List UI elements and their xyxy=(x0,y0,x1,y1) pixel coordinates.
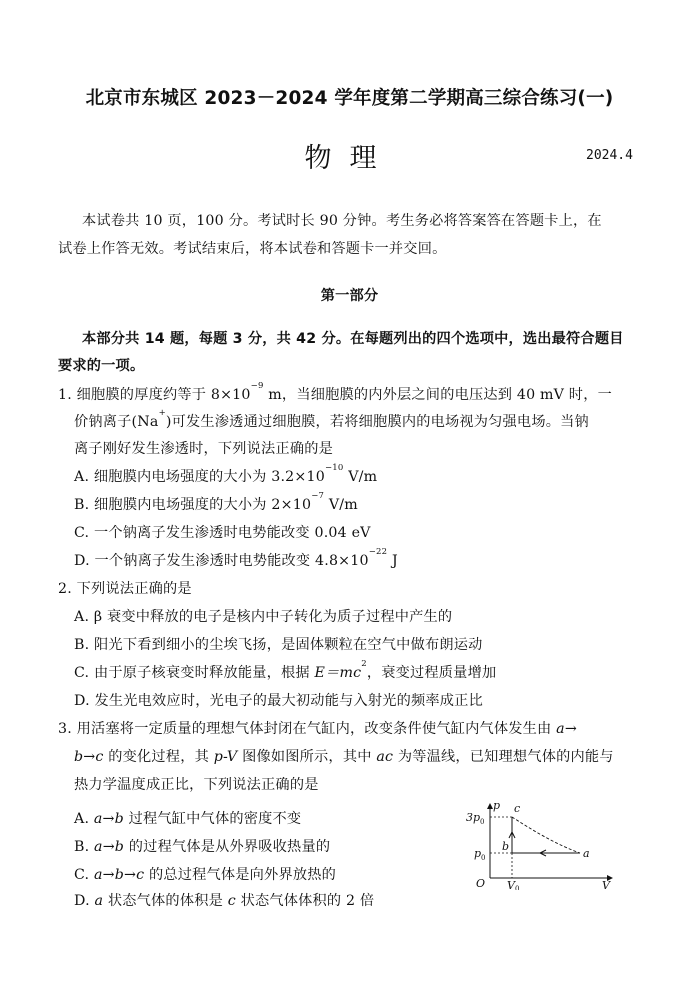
q1-option-b: B. 细胞膜内电场强度的大小为 $2\times 10^{-7}$ V/m xyxy=(74,491,358,513)
q1-stem-line-1: 1. 细胞膜的厚度约等于 $8\times 10^{-9}$ m，当细胞膜的内外层之间的电压达到 40 mV 时，一 xyxy=(58,381,612,403)
q3-option-c: C. a→b→c 的总过程气体是向外界放热的 xyxy=(74,867,336,883)
q3-option-b: B. a→b 的过程气体是从外界吸收热量的 xyxy=(74,839,331,855)
exam-date: 2024.4 xyxy=(586,148,633,163)
pv-diagram-svg xyxy=(462,800,622,890)
q1-stem-line-3: 离子刚好发生渗透时，下列说法正确的是 xyxy=(74,441,333,457)
instructions-line-1: 本试卷共 10 页，100 分。考试时长 90 分钟。考生务必将答案答在答题卡上，在 xyxy=(82,213,602,229)
q1-stem-line-2: 价钠离子(Na+)可发生渗透通过细胞膜，若将细胞膜内的电场视为匀强电场。当钠 xyxy=(74,408,589,430)
exam-title: 北京市东城区 2023－2024 学年度第二学期高三综合练习(一) xyxy=(85,88,614,109)
v0-label: V0 xyxy=(507,879,520,890)
q1-option-c: C. 一个钠离子发生渗透时电势能改变 0.04 eV xyxy=(74,525,371,541)
subject-title: 物理 xyxy=(304,143,395,174)
q2-stem: 2. 下列说法正确的是 xyxy=(58,581,192,597)
q3-option-a: A. a→b 过程气缸中气体的密度不变 xyxy=(74,811,302,827)
point-c-label: c xyxy=(514,802,521,815)
q2-option-b: B. 阳光下看到细小的尘埃飞扬，是固体颗粒在空气中做布朗运动 xyxy=(74,637,483,653)
point-a-label: a xyxy=(583,847,590,860)
v-axis-label: V xyxy=(602,879,610,890)
pv-diagram xyxy=(462,800,622,890)
section-desc-line-1: 本部分共 14 题，每题 3 分，共 42 分。在每题列出的四个选项中，选出最符合题目 xyxy=(82,331,624,347)
q1-option-d: D. 一个钠离子发生渗透时电势能改变 $4.8\times 10^{-22}$ J xyxy=(74,547,398,569)
q2-option-d: D. 发生光电效应时，光电子的最大初动能与入射光的频率成正比 xyxy=(74,693,483,709)
q3-option-d: D. a 状态气体的体积是 c 状态气体体积的 2 倍 xyxy=(74,893,375,909)
q3-stem-line-1: 3. 用活塞将一定质量的理想气体封闭在气缸内，改变条件使气缸内气体发生由 a→ xyxy=(58,721,577,737)
point-b-label: b xyxy=(502,840,510,853)
p-axis-label: p xyxy=(493,800,501,812)
q3-stem-line-2: b→c 的变化过程，其 p-V 图像如图所示，其中 ac 为等温线，已知理想气体的内能与 xyxy=(74,749,614,765)
q3-stem-line-3: 热力学温度成正比，下列说法正确的是 xyxy=(74,777,319,793)
q2-option-a: A. β 衰变中释放的电子是核内中子转化为质子过程中产生的 xyxy=(74,609,453,625)
section-title: 第一部分 xyxy=(320,288,379,304)
instructions-line-2: 试卷上作答无效。考试结束后，将本试卷和答题卡一并交回。 xyxy=(58,241,447,257)
q1-option-a: A. 细胞膜内电场强度的大小为 $3.2\times 10^{-10}$ V/m xyxy=(74,463,378,485)
origin-label: O xyxy=(476,877,486,890)
isotherm-ac xyxy=(512,817,580,853)
q2-option-c: C. 由于原子核衰变时释放能量，根据 $E=mc^2$，衰变过程质量增加 xyxy=(74,659,497,681)
3p0-label: $3p_0$ xyxy=(466,811,485,826)
p0-label: $p_0$ xyxy=(474,847,486,862)
section-desc-line-2: 要求的一项。 xyxy=(58,358,145,374)
